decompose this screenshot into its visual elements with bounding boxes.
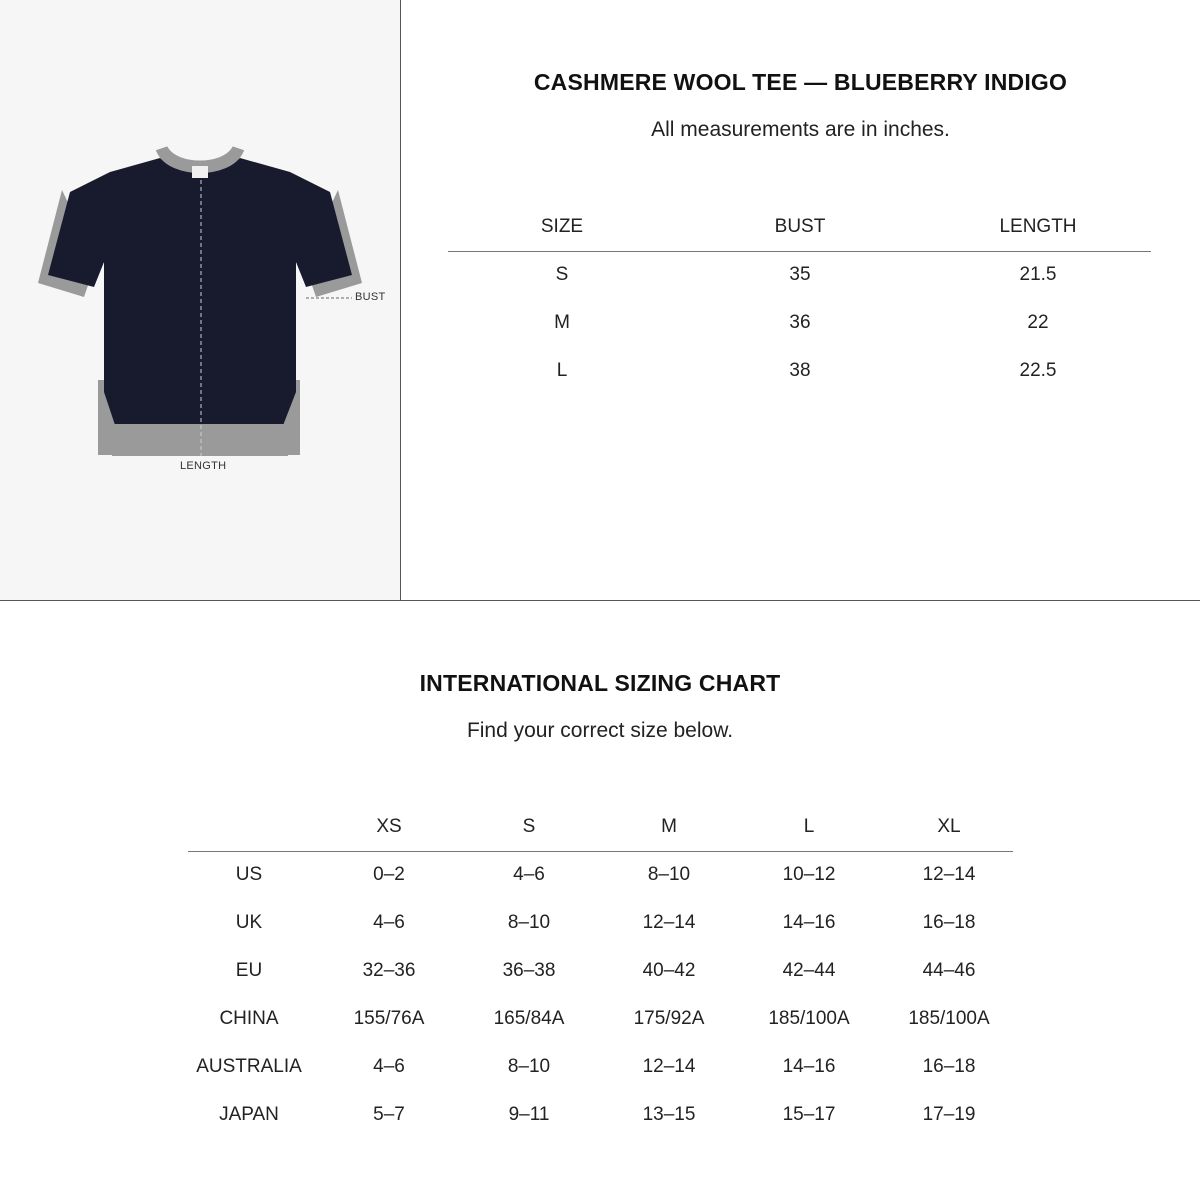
table-cell: 8–10 bbox=[647, 864, 691, 885]
product-size-info bbox=[401, 0, 1200, 600]
length-header: LENGTH bbox=[999, 216, 1077, 237]
product-title: CASHMERE WOOL TEE — BLUEBERRY INDIGO bbox=[533, 69, 1068, 95]
header-divider bbox=[448, 251, 1151, 252]
header-divider bbox=[188, 851, 1013, 852]
bust-header: BUST bbox=[774, 216, 826, 237]
region-label: EU bbox=[235, 960, 263, 981]
table-cell: 185/100A bbox=[768, 1008, 850, 1029]
table-cell: 14–16 bbox=[782, 1056, 836, 1077]
international-subtitle: Find your correct size below. bbox=[466, 719, 734, 742]
table-cell: 10–12 bbox=[782, 864, 836, 885]
international-title: INTERNATIONAL SIZING CHART bbox=[419, 670, 781, 696]
bust-label: BUST bbox=[355, 291, 386, 303]
region-label: UK bbox=[235, 912, 263, 933]
table-cell: 4–6 bbox=[513, 864, 545, 885]
table-cell: 32–36 bbox=[362, 960, 416, 981]
size-column-header: M bbox=[661, 816, 677, 837]
table-cell: 36–38 bbox=[502, 960, 556, 981]
table-cell: 15–17 bbox=[782, 1104, 836, 1125]
measurement-note: All measurements are in inches. bbox=[651, 118, 950, 141]
region-label: CHINA bbox=[219, 1008, 279, 1029]
table-cell: 4–6 bbox=[373, 912, 405, 933]
region-label: US bbox=[235, 864, 263, 885]
table-cell: 36 bbox=[789, 312, 811, 333]
table-cell: 185/100A bbox=[908, 1008, 990, 1029]
table-cell: 13–15 bbox=[642, 1104, 696, 1125]
size-column-header: XS bbox=[376, 816, 402, 837]
size-header: SIZE bbox=[540, 216, 584, 237]
table-cell: 17–19 bbox=[922, 1104, 976, 1125]
table-cell: 44–46 bbox=[922, 960, 976, 981]
table-cell: 12–14 bbox=[922, 864, 976, 885]
size-column-header: S bbox=[522, 816, 536, 837]
table-cell: 35 bbox=[789, 264, 811, 285]
table-cell: 12–14 bbox=[642, 912, 696, 933]
table-cell: 16–18 bbox=[922, 1056, 976, 1077]
table-cell: 22.5 bbox=[1019, 360, 1057, 381]
tee-illustration bbox=[0, 0, 400, 600]
table-cell: 38 bbox=[789, 360, 811, 381]
table-cell: 16–18 bbox=[922, 912, 976, 933]
region-label: JAPAN bbox=[219, 1104, 279, 1125]
table-cell: 9–11 bbox=[508, 1104, 550, 1125]
international-table bbox=[0, 601, 1200, 1200]
table-cell: 4–6 bbox=[373, 1056, 405, 1077]
table-cell: 12–14 bbox=[642, 1056, 696, 1077]
table-cell: 14–16 bbox=[782, 912, 836, 933]
table-cell: 5–7 bbox=[373, 1104, 405, 1125]
table-cell: 175/92A bbox=[633, 1008, 705, 1029]
table-cell: 165/84A bbox=[493, 1008, 565, 1029]
table-cell: 8–10 bbox=[507, 912, 551, 933]
table-cell: 8–10 bbox=[507, 1056, 551, 1077]
region-label: AUSTRALIA bbox=[196, 1056, 302, 1077]
size-column-header: L bbox=[803, 816, 815, 837]
table-cell: L bbox=[556, 360, 568, 381]
length-label: LENGTH bbox=[180, 460, 227, 472]
table-cell: 42–44 bbox=[782, 960, 836, 981]
international-section bbox=[0, 601, 1200, 1200]
table-cell: S bbox=[555, 264, 569, 285]
size-column-header: XL bbox=[937, 816, 961, 837]
garment-diagram-panel bbox=[0, 0, 401, 600]
table-cell: 40–42 bbox=[642, 960, 696, 981]
size-table bbox=[448, 0, 1151, 600]
table-cell: 21.5 bbox=[1019, 264, 1057, 285]
table-cell: M bbox=[554, 312, 570, 333]
table-cell: 0–2 bbox=[373, 864, 405, 885]
table-cell: 155/76A bbox=[353, 1008, 425, 1029]
table-cell: 22 bbox=[1027, 312, 1049, 333]
